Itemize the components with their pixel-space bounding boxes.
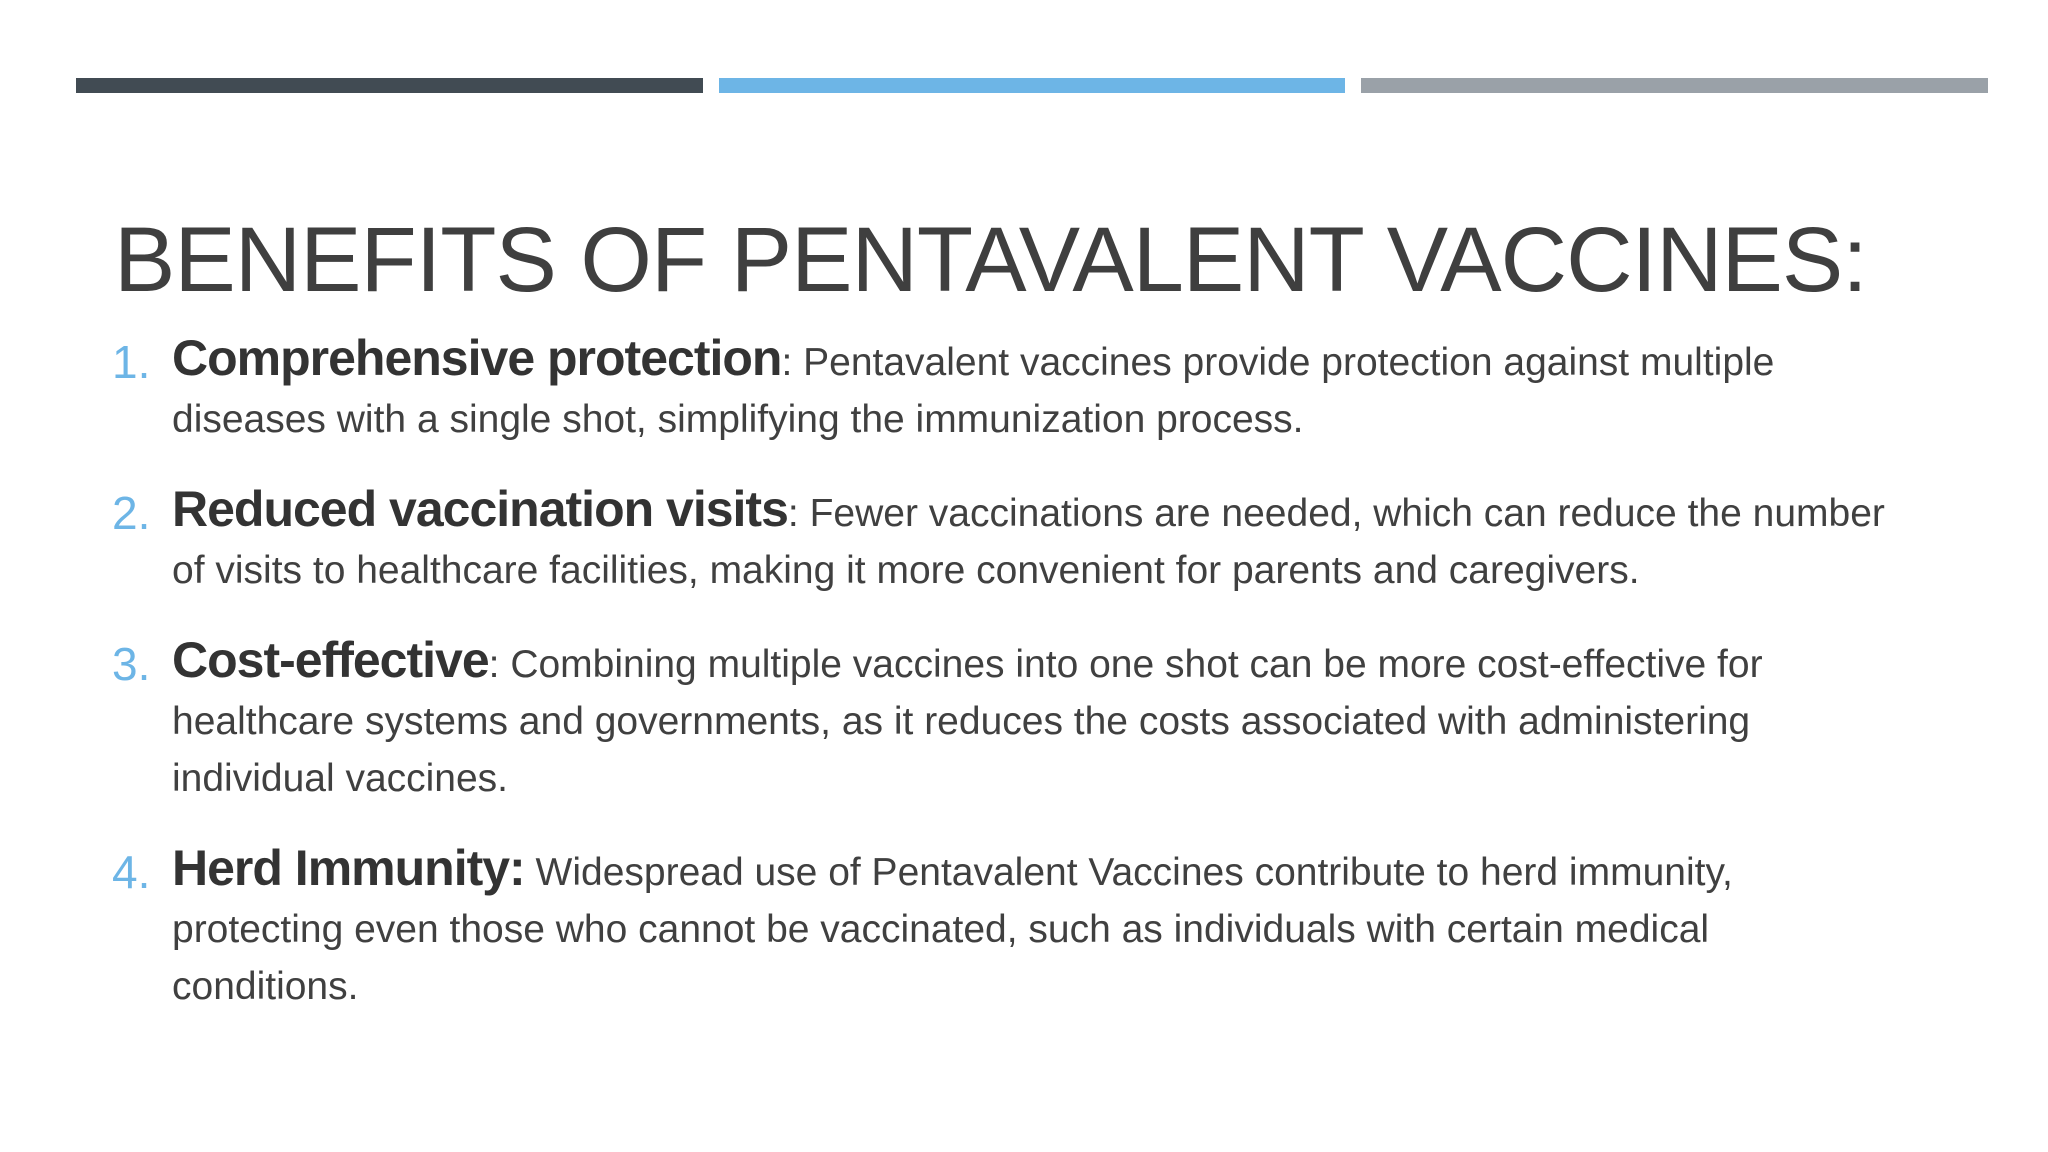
list-item-separator: :	[781, 341, 793, 384]
list-item-number: 1.	[112, 336, 151, 388]
list-item-term: Comprehensive protection	[172, 330, 782, 386]
benefits-list	[112, 330, 1892, 1048]
list-item-number: 2.	[112, 487, 151, 539]
list-item-text: Fewer vaccinations are needed, which can reduce the number of visits to healthcare facilities, making it more convenient for parents and caregivers.	[172, 492, 1885, 592]
list-item	[112, 330, 1892, 448]
list-item	[112, 481, 1892, 599]
list-item	[112, 840, 1892, 1015]
list-item-separator: :	[488, 643, 500, 686]
accent-bar-dark	[76, 78, 703, 93]
list-item	[112, 632, 1892, 807]
list-item-number: 4.	[112, 846, 151, 898]
header-accent-bars	[76, 78, 1988, 93]
list-item-number: 3.	[112, 638, 151, 690]
list-item-text: Pentavalent vaccines provide protection against multiple diseases with a single shot, simplifying the immunization process.	[172, 341, 1775, 441]
list-item-term: Herd Immunity:	[172, 840, 525, 896]
list-item-text: Widespread use of Pentavalent Vaccines contribute to herd immunity, protecting even those who cannot be vaccinated, such as individuals with certain medical conditions.	[172, 851, 1733, 1008]
accent-bar-blue	[719, 78, 1346, 93]
accent-bar-gray	[1361, 78, 1988, 93]
list-item-term: Cost-effective	[172, 632, 489, 688]
list-item-separator: :	[787, 492, 799, 535]
list-item-term: Reduced vaccination visits	[172, 481, 788, 537]
slide-title: BENEFITS OF PENTAVALENT VACCINES:	[114, 209, 1867, 311]
list-item-text: Combining multiple vaccines into one shot can be more cost-effective for healthcare systems and governments, as it reduces the costs associated with administering individual vaccines.	[172, 643, 1763, 800]
